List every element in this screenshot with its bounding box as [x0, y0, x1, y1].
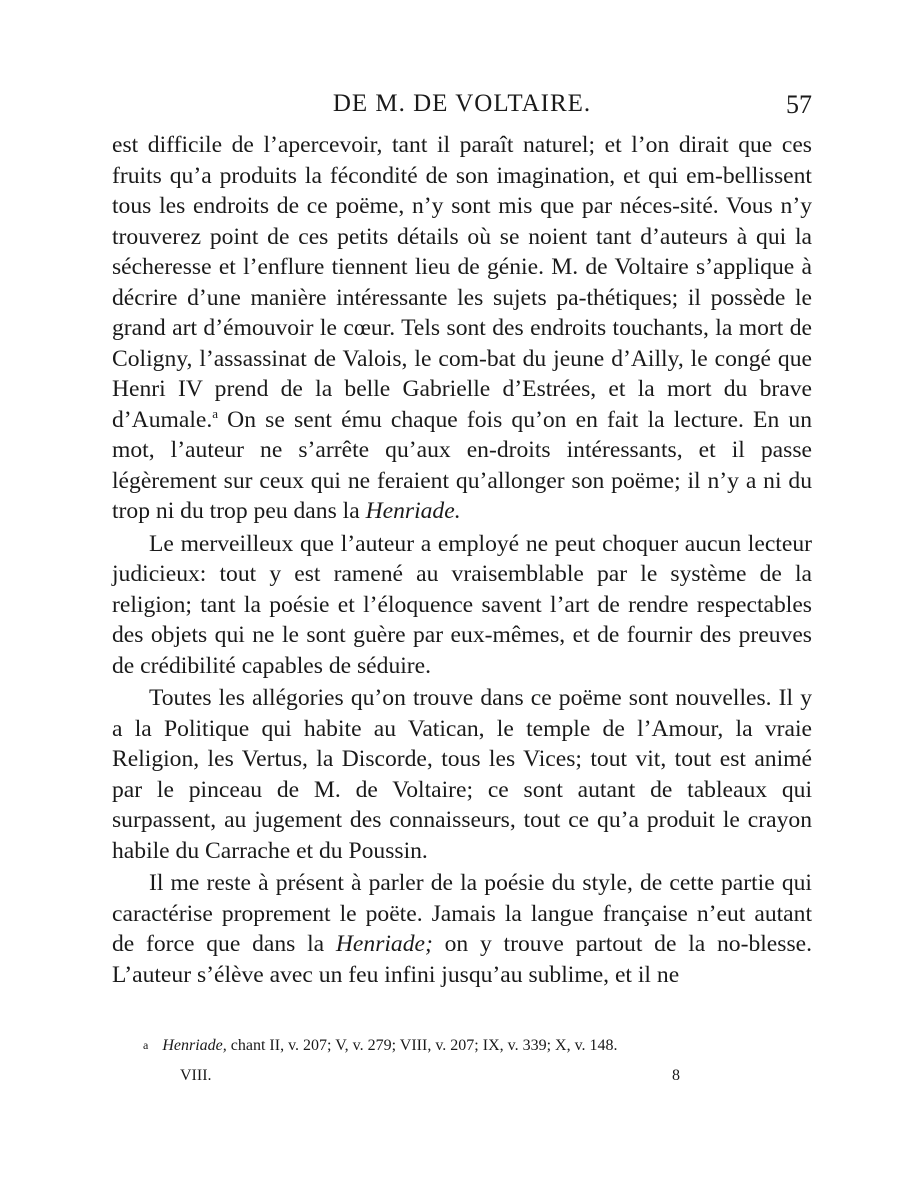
footnote-italic-ref: Henriade, — [162, 1037, 227, 1054]
running-head — [112, 88, 812, 124]
paragraph-1-text: est difficile de l’apercevoir, tant il paraît naturel; et l’on dirait que ces fruits qu’a produits la fécondité de son imagination, et qui em-bellissent tous les endroits de ce poëme, n’y sont mis que par néces-sité. Vous n’y trouverez point de ces petits détails où se noient tant d’auteurs à qui la sécheresse et l’enflure tiennent lieu de génie. M. de Voltaire s’applique à décrire d’une manière intéressante les sujets pa-thétiques; il possède le grand art d’émouvoir le cœur. Tels sont des endroits touchants, la mort de Coligny, l’assassinat de Valois, le com-bat du jeune d’Ailly, le congé que Henri IV prend de la belle Gabrielle d’Estrées, et la mort du brave d’Aumale. — [112, 132, 812, 433]
page-number: 57 — [786, 90, 812, 119]
running-title: DE M. DE VOLTAIRE. — [332, 90, 592, 117]
paragraph-4-text: Il me reste à présent à parler de la poésie du style, de cette partie qui caractérise proprement le poëte. Jamais la langue française n’eut autant de force que dans la — [112, 870, 812, 957]
paragraph-1 — [112, 130, 812, 527]
paragraph-3: Toutes les allégories qu’on trouve dans ce poëme sont nouvelles. Il y a la Politique qui habite au Vatican, le temple de l’Amour, la vraie Religion, les Vertus, la Discorde, tous les Vices; tout vit, tout est animé par le pinceau de M. de Voltaire; ce sont autant de tableaux qui surpassent, au jugement des connaisseurs, tout ce qu’a produit le crayon habile du Carrache et du Poussin. — [112, 685, 812, 864]
paragraph-1-text-continued: On se sent ému chaque fois qu’on en fait la lecture. En un mot, l’auteur ne s’arrête qu’aux en-droits intéressants, et il passe légèrement sur ceux qui ne feraient qu’allonger son poëme; il n’y a ni du trop ni du trop peu dans la — [112, 406, 812, 524]
footnote — [143, 1034, 803, 1057]
footnote-reference-mark: a — [212, 405, 219, 421]
volume-signature: VIII. — [180, 1067, 212, 1084]
body-text — [112, 130, 812, 990]
paragraph-4-italic-title: Henriade; — [335, 931, 433, 957]
paragraph-4 — [112, 868, 812, 990]
printer-signature-line — [180, 1067, 680, 1091]
footnote-text: chant II, v. 207; V, v. 279; VIII, v. 207; IX, v. 339; X, v. 148. — [226, 1037, 618, 1054]
paragraph-1-italic-title: Henriade. — [365, 498, 461, 524]
paragraph-2: Le merveilleux que l’auteur a employé ne peut choquer aucun lecteur judicieux: tout y est ramené au vraisemblable par le système de la religion; tant la poésie et l’éloquence savent l’art de rendre respectables des objets qui ne le sont guère par eux-mêmes, et de fournir des preuves de crédibilité capables de séduire. — [112, 530, 812, 679]
paragraph-4-text-continued: on y trouve partout de la no-blesse. L’auteur s’élève avec un feu infini jusqu’au sublime, et il ne — [112, 931, 813, 988]
footnote-mark: a — [143, 1038, 149, 1052]
sheet-number: 8 — [672, 1067, 680, 1084]
